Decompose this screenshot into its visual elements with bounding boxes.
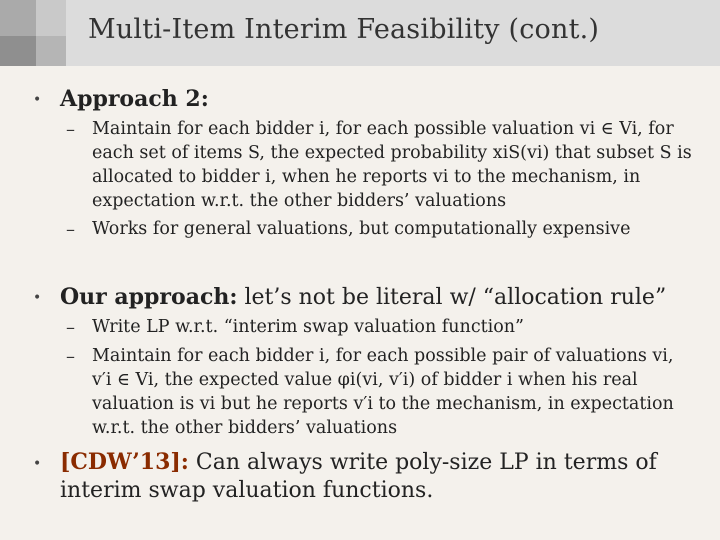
- bullet-our-approach: [60, 284, 666, 310]
- approach-2-sub-2: [92, 217, 692, 241]
- our-approach-sub-1: [92, 315, 692, 339]
- slide-title: Multi-Item Interim Feasibility (cont.): [88, 14, 600, 45]
- our-approach-sub-2: [92, 344, 692, 440]
- cdw13-text: Can always write poly-size LP in terms of interim swap valuation functions.: [60, 450, 657, 503]
- sub-bullet-dash: –: [66, 317, 75, 338]
- sub-bullet-dash: –: [66, 219, 75, 240]
- citation-cdw13: [CDW’13]:: [60, 449, 189, 475]
- bullet-marker: •: [33, 456, 42, 472]
- our-approach-heading: Our approach:: [60, 284, 238, 310]
- sub-bullet-dash: –: [66, 346, 75, 367]
- bullet-marker: •: [33, 92, 42, 108]
- bullet-marker: •: [33, 290, 42, 306]
- our-approach-sub-1-text: Write LP w.r.t. “interim swap valuation function”: [92, 317, 525, 337]
- bullet-approach-2: [60, 86, 209, 112]
- sub-bullet-dash: –: [66, 119, 75, 140]
- approach-2-heading: Approach 2:: [60, 86, 209, 112]
- approach-2-sub-1: [92, 117, 692, 213]
- approach-2-sub-2-text: Works for general valuations, but computationally expensive: [92, 219, 631, 239]
- bullet-cdw13: [60, 448, 660, 505]
- approach-2-sub-1-text: Maintain for each bidder i, for each possible valuation vi ∈ Vi, for each set of items S, the expected probability xiS(vi) that subset S is allocated to bidder i, when he reports vi to the mechanism, in expectation w.r.t. the other bidders’ valuations: [92, 119, 692, 211]
- our-approach-rest: let’s not be literal w/ “allocation rule”: [237, 285, 667, 310]
- our-approach-sub-2-text: Maintain for each bidder i, for each possible pair of valuations vi, v′i ∈ Vi, the expected value φi(vi, v′i) of bidder i when his real valuation is vi but he reports v′i to the mechanism, in expectation w.r.t. the other bidders’ valuations: [92, 346, 674, 438]
